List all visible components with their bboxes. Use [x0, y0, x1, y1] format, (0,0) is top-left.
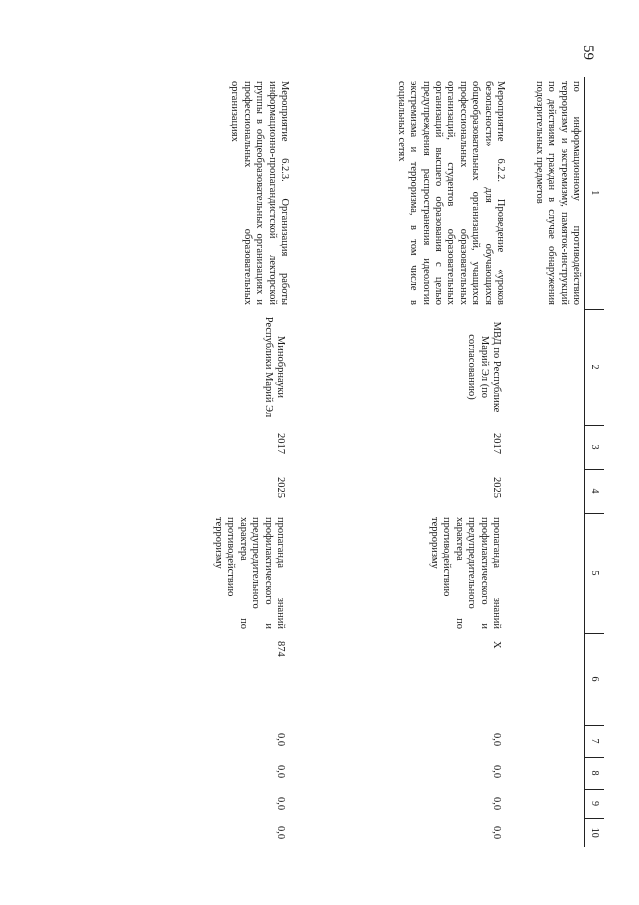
column-header: 2	[585, 309, 605, 425]
program-table	[132, 77, 604, 847]
page-number: 59	[580, 45, 596, 60]
end-year: 2025	[275, 477, 286, 498]
expected-result	[508, 513, 585, 633]
table-row	[132, 77, 292, 847]
indicator-link	[508, 633, 585, 725]
expected-result: пропаганда знаний профилактического и предупредительного характера по противодействию терроризму	[213, 517, 286, 629]
funding-value: 0,0	[491, 733, 502, 747]
funding-value: 0,0	[275, 765, 286, 779]
column-header: 8	[585, 757, 605, 789]
indicator-link: 874	[275, 641, 286, 657]
funding-value: 0,0	[491, 765, 502, 779]
start-year: 2017	[491, 433, 502, 454]
column-header: 9	[585, 789, 605, 818]
measure-description: по информационному противодействию терроризму и экстремизму, памяток-инструкций по действиям граждан в случае обнаружения подозрительных предметов	[533, 81, 582, 305]
column-header: 1	[585, 77, 605, 309]
funding-value: 0,0	[491, 826, 502, 840]
expected-result: пропаганда знаний профилактического и предупредительного характера по противодействию терроризму	[429, 517, 502, 629]
responsible-organization: МВД по Республике Марий Эл (по согласованию)	[466, 321, 502, 413]
funding-value	[508, 725, 585, 757]
column-header: 6	[585, 633, 605, 725]
responsible-organization	[508, 309, 585, 425]
table-row	[508, 77, 585, 847]
column-header: 4	[585, 469, 605, 513]
measure-description: Мероприятие 6.2.2. Проведение «уроков безопасности» для обучающихся общеобразовательных организаций, учащихся профессиональных образовательных организаций, студентов образовательных организаций высшего образования с целью предупреждения распространения идеологии экстремизма и терроризма, в том числе в социальных сетях	[396, 81, 506, 305]
measure-description: Мероприятие 6.2.3. Организация работы информационно-пропагандистской лекторской группы в общеобразовательных организациях и профессиональных образовательных организациях	[229, 81, 290, 305]
column-header: 10	[585, 818, 605, 847]
end-year	[508, 469, 585, 513]
funding-value	[508, 757, 585, 789]
column-header: 3	[585, 425, 605, 469]
start-year	[508, 425, 585, 469]
funding-value: 0,0	[275, 797, 286, 811]
start-year: 2017	[275, 433, 286, 454]
funding-value	[508, 818, 585, 847]
responsible-organization: Минобрнауки Республики Марий Эл	[262, 316, 286, 418]
rotated-table-container	[124, 77, 604, 847]
column-header: 7	[585, 725, 605, 757]
funding-value: 0,0	[275, 826, 286, 840]
end-year: 2025	[491, 477, 502, 498]
table-row	[292, 77, 508, 847]
column-header: 5	[585, 513, 605, 633]
funding-value: 0,0	[491, 797, 502, 811]
funding-value: 0,0	[275, 733, 286, 747]
header-row	[585, 77, 605, 847]
indicator-link: Х	[491, 641, 502, 649]
funding-value	[508, 789, 585, 818]
